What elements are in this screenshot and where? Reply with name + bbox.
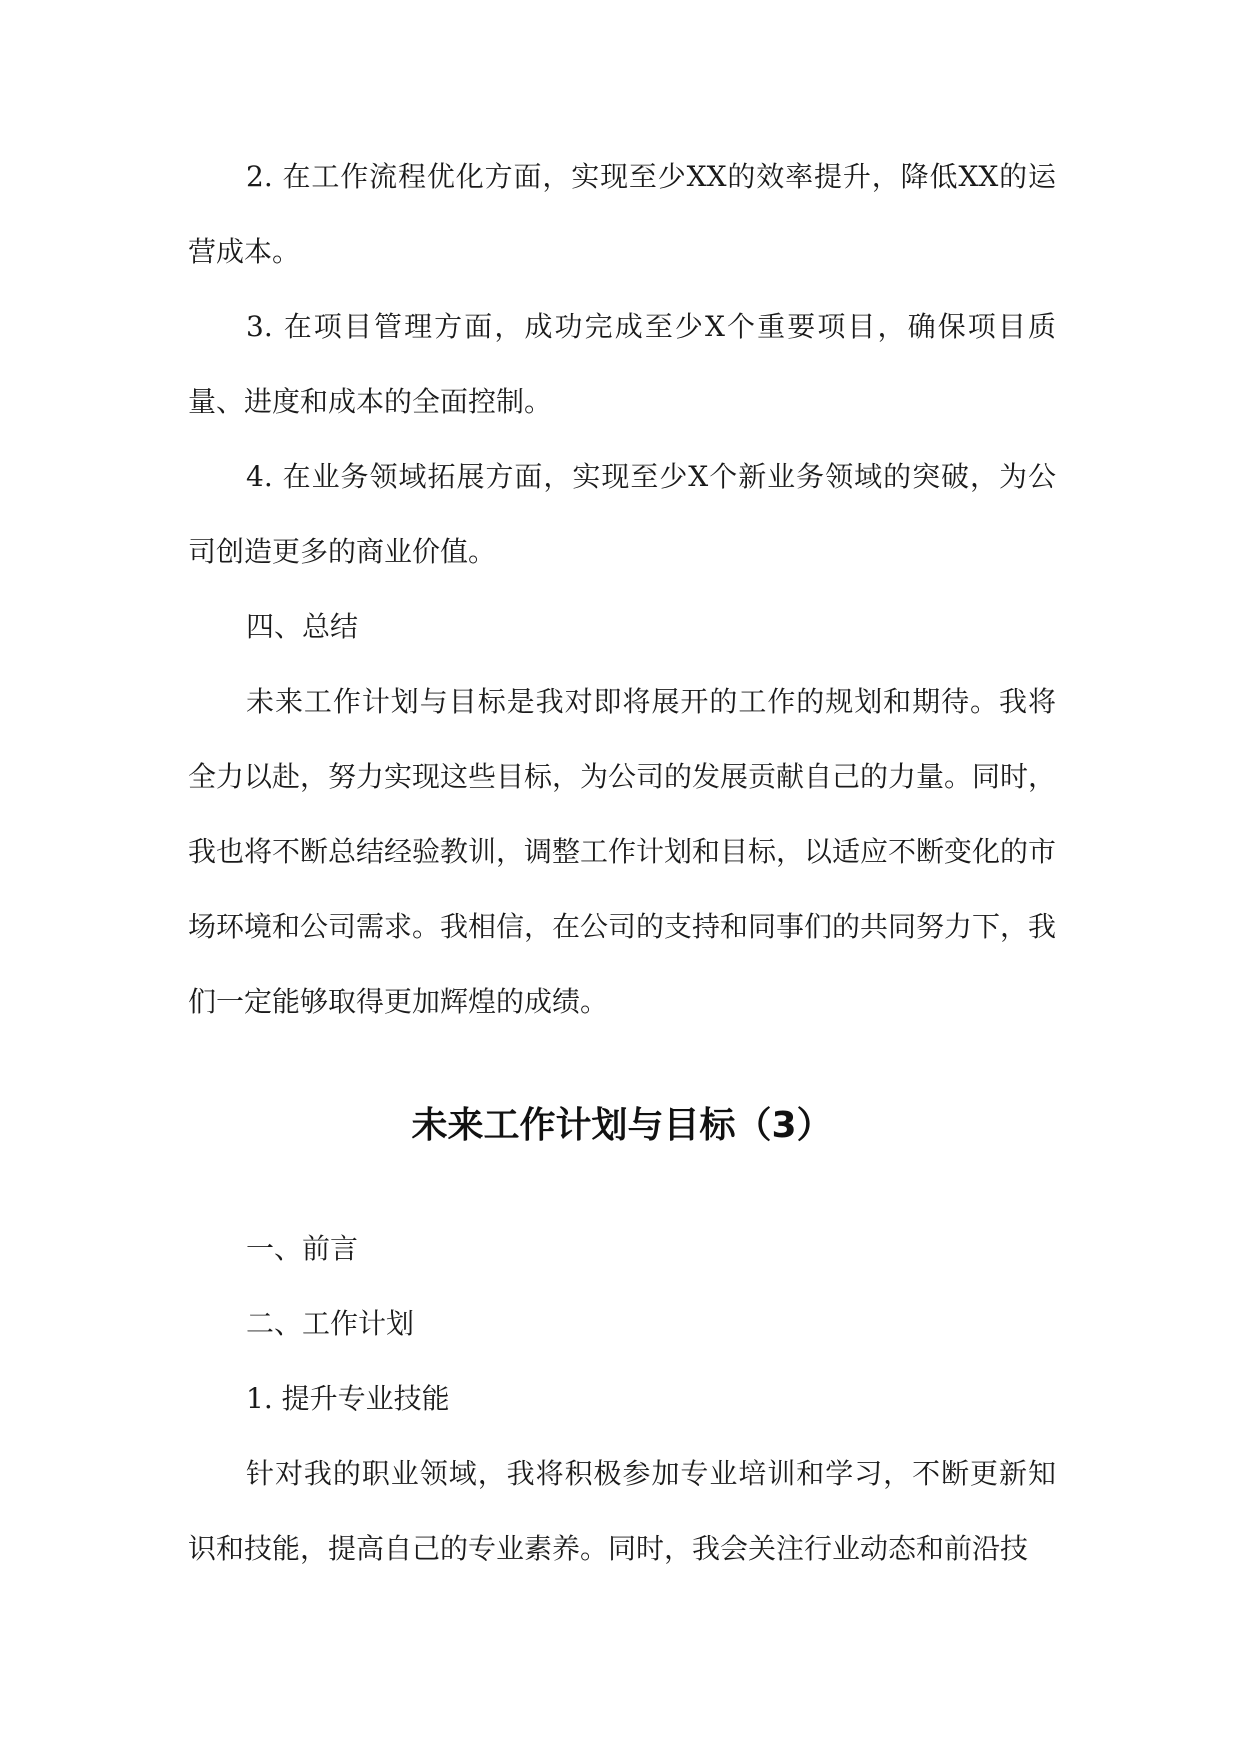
goal-item-2: 2. 在工作流程优化方面，实现至少XX的效率提升，降低XX的运营成本。 (188, 160, 1056, 268)
skills-subheading: 1. 提升专业技能 (246, 1382, 450, 1415)
skills-paragraph: 针对我的职业领域，我将积极参加专业培训和学习，不断更新知识和技能，提高自己的专业素养。同时，我会关注行业动态和前沿技 (188, 1457, 1056, 1565)
goal-item-3: 3. 在项目管理方面，成功完成至少X个重要项目，确保项目质量、进度和成本的全面控制。 (188, 310, 1056, 418)
summary-heading: 四、总结 (246, 610, 359, 643)
summary-paragraph: 未来工作计划与目标是我对即将展开的工作的规划和期待。我将全力以赴，努力实现这些目标，为公司的发展贡献自己的力量。同时，我也将不断总结经验教训，调整工作计划和目标，以适应不断变化的市场环境和公司需求。我相信，在公司的支持和同事们的共同努力下，我们一定能够取得更加辉煌的成绩。 (188, 685, 1057, 1018)
document-title: 未来工作计划与目标（3） (411, 1105, 833, 1146)
document-body (188, 139, 1056, 1586)
preface-heading: 一、前言 (246, 1232, 359, 1265)
goal-item-4: 4. 在业务领域拓展方面，实现至少X个新业务领域的突破，为公司创造更多的商业价值。 (188, 460, 1056, 568)
work-plan-heading: 二、工作计划 (246, 1307, 415, 1340)
